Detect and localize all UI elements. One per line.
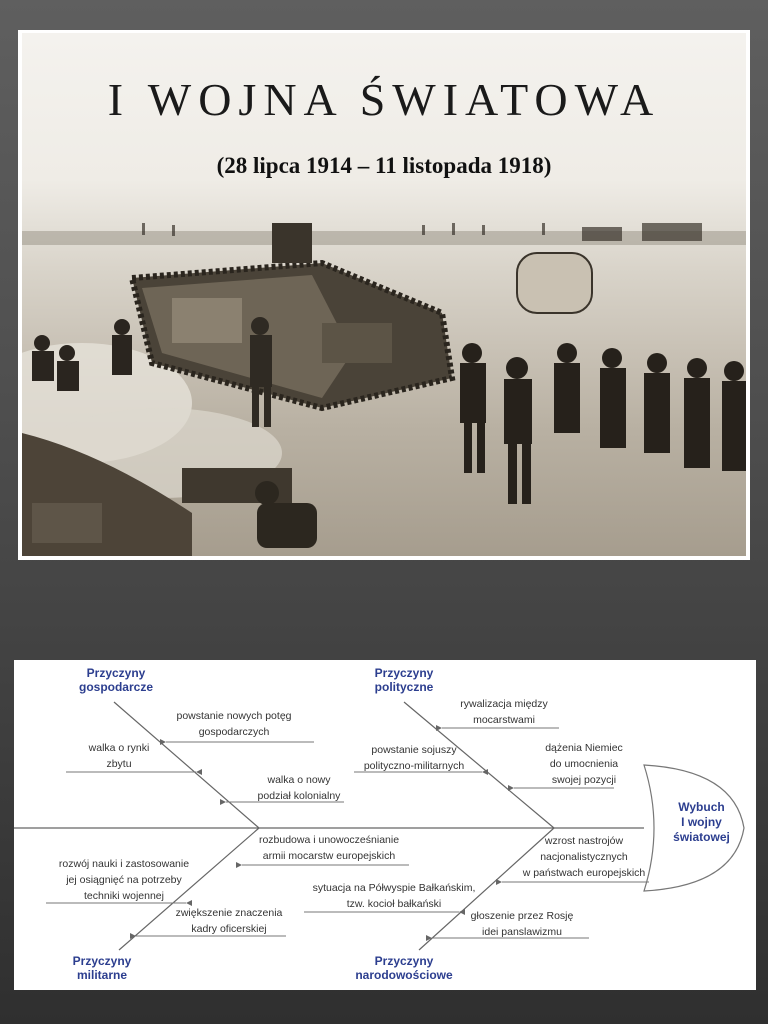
category-economic: Przyczyny gospodarcze bbox=[78, 666, 153, 694]
battlefield-illustration bbox=[22, 203, 746, 556]
cause-germany-position: dążenia Niemiec do umocnienia swojej pozycji bbox=[545, 742, 623, 786]
cause-officer-cadre: zwiększenie znaczenia kadry oficerskiej bbox=[175, 907, 283, 935]
category-military: Przyczyny militarne bbox=[72, 954, 132, 982]
cause-balkan-situation: sytuacja na Półwyspie Bałkańskim, tzw. kocioł bałkański bbox=[312, 882, 476, 910]
cause-markets: walka o rynki zbytu bbox=[88, 742, 150, 770]
cause-nationalism: wzrost nastrojów nacjonalistycznych w państwach europejskich bbox=[522, 835, 646, 879]
effect-label: Wybuch I wojny światowej bbox=[673, 800, 730, 844]
fishbone-diagram bbox=[14, 660, 756, 990]
cause-alliances: powstanie sojuszy polityczno-militarnych bbox=[363, 744, 465, 772]
cause-colonial-division: walka o nowy podział kolonialny bbox=[257, 774, 341, 802]
ww1-photo bbox=[22, 33, 746, 556]
slide-title: I WOJNA ŚWIATOWA bbox=[107, 74, 661, 125]
cause-rivalry: rywalizacja między mocarstwami bbox=[460, 698, 548, 726]
category-political: Przyczyny polityczne bbox=[374, 666, 434, 694]
cause-army-modernization: rozbudowa i unowocześnianie armii mocarstw europejskich bbox=[258, 834, 400, 862]
cause-science-war-tech: rozwój nauki i zastosowanie jej osiągnięć na potrzeby techniki wojennej bbox=[58, 858, 190, 902]
slide-subtitle: (28 lipca 1914 – 11 listopada 1918) bbox=[216, 153, 552, 178]
cause-panslavism: głoszenie przez Rosję idei panslawizmu bbox=[470, 910, 574, 938]
category-national: Przyczyny narodowościowe bbox=[355, 954, 453, 982]
title-slide bbox=[18, 30, 750, 560]
fishbone-slide bbox=[14, 660, 756, 990]
cause-new-economic-powers: powstanie nowych potęg gospodarczych bbox=[176, 710, 292, 738]
